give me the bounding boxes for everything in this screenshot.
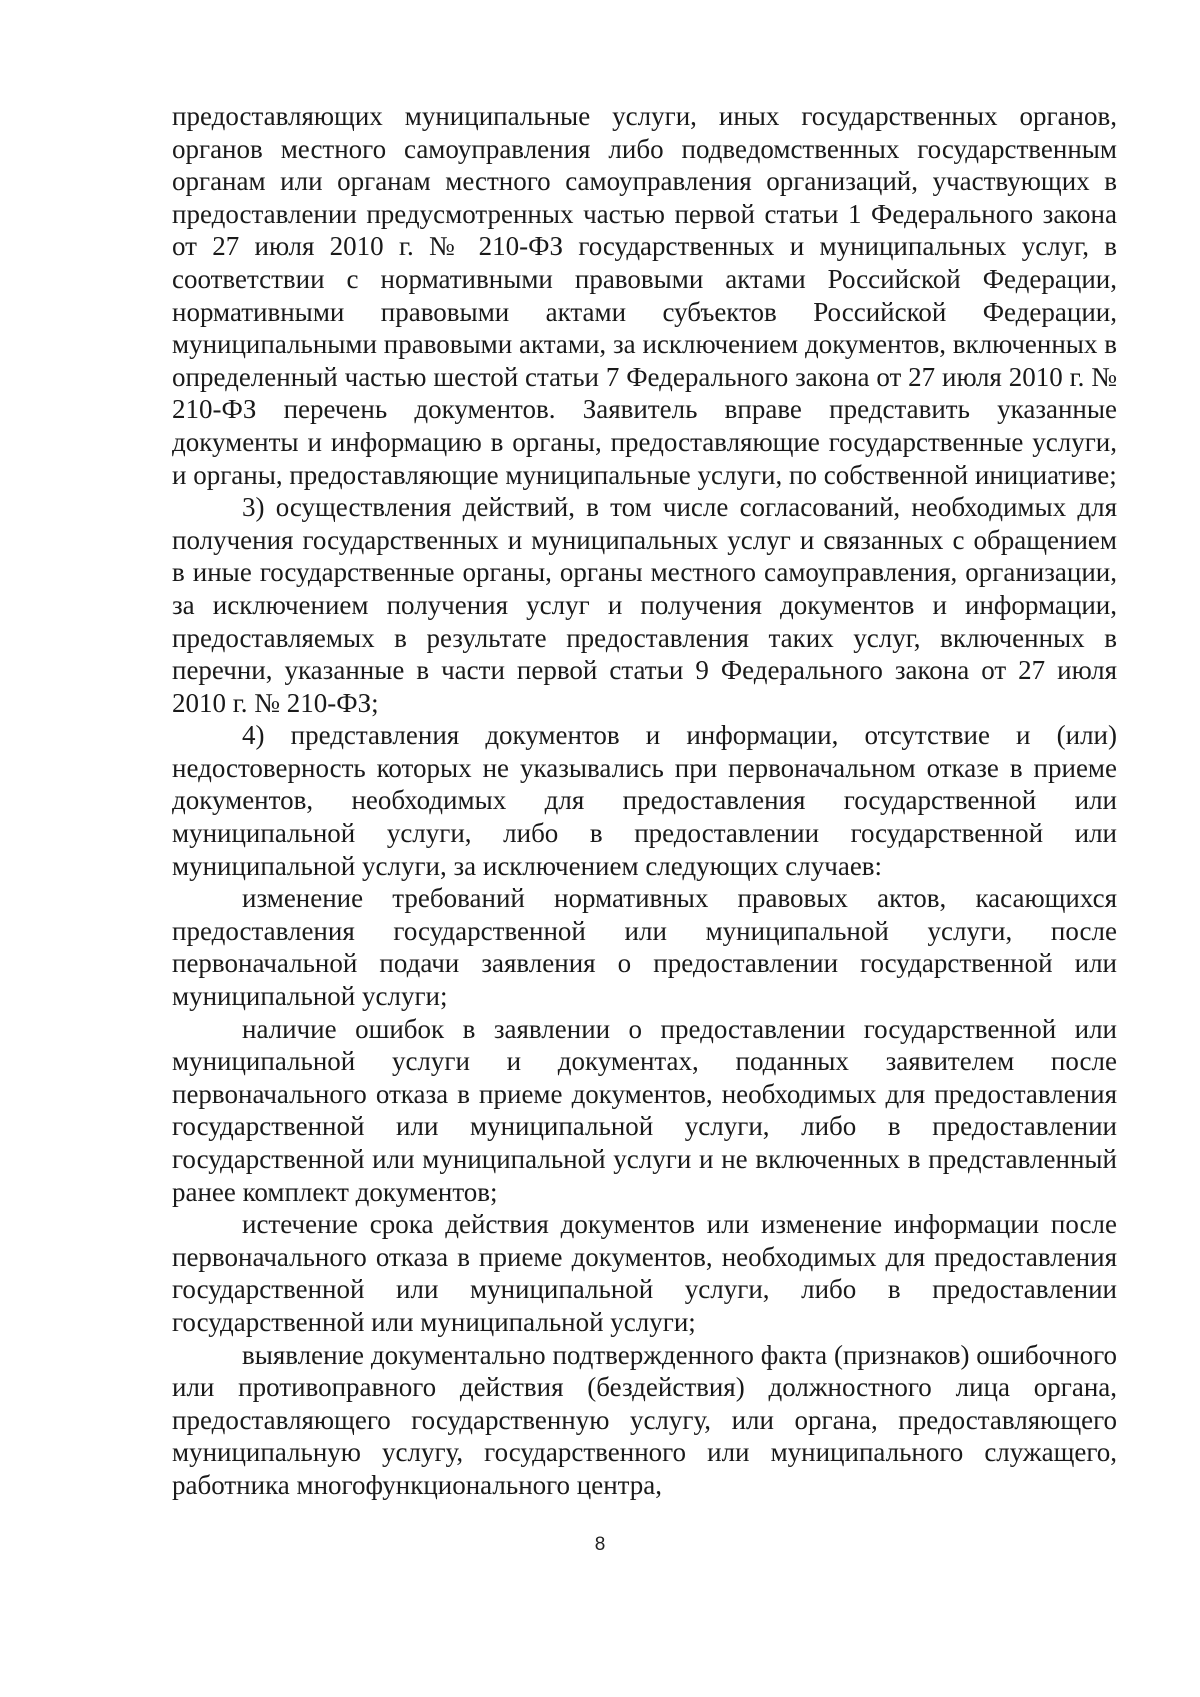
paragraph-item-4: 4) представления документов и информации, отсутствие и (или) недостоверность которых не указывались при первоначальном отказе в приеме документов, необходимых для предоставления государственной или муниципальной услуги, либо в предоставлении государственной или муниципальной услуги, за исключением следующих случаев: [172,720,1117,881]
paragraph-exception-misconduct: выявление документально подтвержденного факта (признаков) ошибочного или противоправного действия (бездействия) должностного лица органа, предоставляющего государственную услугу, или органа, предоставляющего муниципальную услугу, государственного или муниципального служащего, работника многофункционального центра, [172,1339,1117,1500]
page-number: 8 [594,1534,606,1555]
paragraph-exception-requirements-change: изменение требований нормативных правовых актов, касающихся предоставления государственной или муниципальной услуги, после первоначальной подачи заявления о предоставлении государственной или муниципальной услуги; [172,883,1117,1012]
document-body [172,100,1117,1502]
paragraph-item-3: 3) осуществления действий, в том числе согласований, необходимых для получения государственных и муниципальных услуг и связанных с обращением в иные государственные органы, органы местного самоуправления, организации, за исключением получения услуг и получения документов и информации, предоставляемых в результате предоставления таких услуг, включенных в перечни, указанные в части первой статьи 9 Федерального закона от 27 июля 2010 г. № 210-ФЗ; [172,492,1117,718]
paragraph-exception-errors: наличие ошибок в заявлении о предоставлении государственной или муниципальной услуги и документах, поданных заявителем после первоначального отказа в приеме документов, необходимых для предоставления государственной или муниципальной услуги, либо в предоставлении государственной или муниципальной услуги и не включенных в представленный ранее комплект документов; [172,1013,1117,1207]
paragraph-continuation: предоставляющих муниципальные услуги, иных государственных органов, органов местного самоуправления либо подведомственных государственным органам или органам местного самоуправления организаций, участвующих в предоставлении предусмотренных частью первой статьи 1 Федерального закона от 27 июля 2010 г. № 210-ФЗ государственных и муниципальных услуг, в соответствии с нормативными правовыми актами Российской Федерации, нормативными правовыми актами субъектов Российской Федерации, муниципальными правовыми актами, за исключением документов, включенных в определенный частью шестой статьи 7 Федерального закона от 27 июля 2010 г. № 210-ФЗ перечень документов. Заявитель вправе представить указанные документы и информацию в органы, предоставляющие государственные услуги, и органы, предоставляющие муниципальные услуги, по собственной инициативе; [172,101,1117,490]
paragraph-exception-expiry: истечение срока действия документов или изменение информации после первоначального отказа в приеме документов, необходимых для предоставления государственной или муниципальной услуги, либо в предоставлении государственной или муниципальной услуги; [172,1209,1117,1337]
